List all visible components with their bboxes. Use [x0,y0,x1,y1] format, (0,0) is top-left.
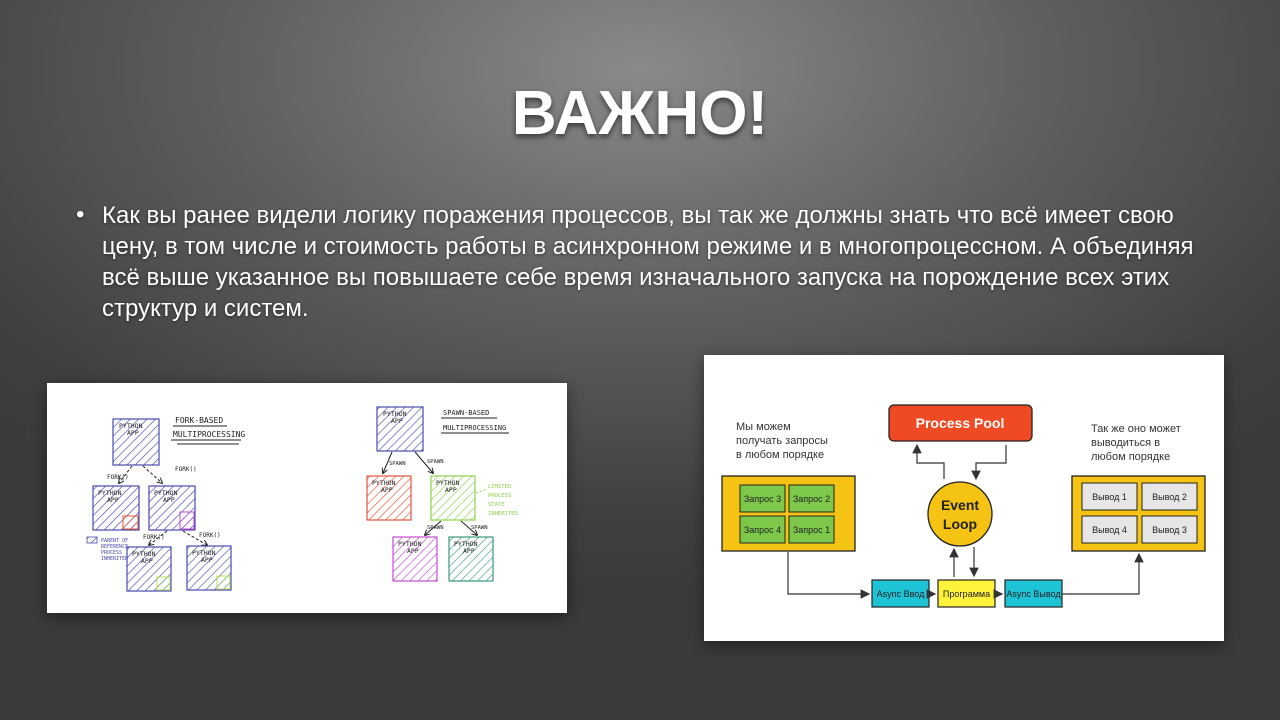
svg-text:PYTHON: PYTHON [454,540,478,548]
slide-title: ВАЖНО! [511,79,769,148]
spawn-label-3: SPAWN [427,525,444,531]
svg-text:Вывод 1: Вывод 1 [1092,492,1127,502]
request-item [789,485,834,512]
svg-text:PYTHON: PYTHON [372,479,396,487]
outputs-container [1072,476,1205,551]
svg-text:PYTHON: PYTHON [132,550,156,558]
bullet-item [76,200,1206,324]
fork-note-line2: REFERENCE [101,544,129,550]
svg-text:Вывод 3: Вывод 3 [1152,525,1187,535]
svg-text:Запрос 3: Запрос 3 [743,494,782,504]
spawn-grandchild-box-2 [449,537,493,581]
fork-label-3: FORK() [143,534,165,541]
output-item [1142,483,1197,510]
svg-text:APP: APP [445,486,457,494]
fork-label-4: FORK() [199,532,221,539]
request-item [740,516,785,543]
svg-text:Программа: Программа [942,589,991,599]
fork-grandchild-box-2 [187,546,231,590]
right-caption-line2: выводиться в [1091,437,1161,449]
event-loop-circle [928,482,992,546]
svg-text:APP: APP [127,429,139,437]
spawn-note-line4: INHERITED [488,511,518,517]
spawn-title-line2: MULTIPROCESSING [443,424,507,432]
svg-text:PYTHON: PYTHON [119,422,143,430]
svg-text:PYTHON: PYTHON [154,489,178,497]
svg-text:PYTHON: PYTHON [383,410,407,418]
request-item [740,485,785,512]
process-pool-box [889,405,1032,441]
svg-text:Запрос 1: Запрос 1 [792,525,831,535]
spawn-label-2: SPAWN [427,459,444,465]
svg-text:Запрос 2: Запрос 2 [792,494,831,504]
svg-text:APP: APP [463,547,475,555]
svg-text:Event: Event [940,497,980,513]
fork-note-line4: INHERITED [101,556,129,562]
svg-text:APP: APP [391,417,403,425]
fork-child-box-2 [149,486,195,530]
spawn-grandchild-box-1 [393,537,437,581]
left-caption-line1: Мы можем [736,421,791,433]
fork-parent-box [113,419,159,465]
request-item [789,516,834,543]
svg-text:APP: APP [201,556,213,564]
spawn-child-box-2 [431,476,475,520]
svg-text:Loop: Loop [942,516,978,532]
fork-grandchild-box-1 [127,547,171,591]
spawn-child-box-1 [367,476,411,520]
svg-text:APP: APP [407,547,419,555]
svg-text:Async Ввод: Async Ввод [876,589,925,599]
fork-note-line3: PROCESS [101,550,123,556]
svg-text:PYTHON: PYTHON [98,489,122,497]
svg-text:Запрос 4: Запрос 4 [743,525,782,535]
fork-title-line2: MULTIPROCESSING [173,430,246,439]
fork-label-2: FORK() [175,466,197,473]
output-item [1082,483,1137,510]
bullet-text: Как вы ранее видели логику поражения процессов, вы так же должны знать что всё имеет свою цену, в том числе и стоимость работы в асинхронном режиме и в многопроцессном. А объединяя всё выше указанное вы повышаете себе время изначального запуска на порождение всех этих структур и систем. [102,202,1194,322]
spawn-title-line1: SPAWN-BASED [443,409,490,417]
fork-note-line1: PARENT OF [101,538,129,544]
svg-text:PYTHON: PYTHON [398,540,422,548]
event-loop-diagram-image [704,355,1224,641]
event-loop-diagram-svg [704,355,1224,641]
multiprocessing-sketch-image [47,383,567,613]
svg-text:PYTHON: PYTHON [436,479,460,487]
left-caption-line2: получать запросы [736,435,828,447]
output-item [1082,516,1137,543]
svg-text:APP: APP [141,557,153,565]
svg-text:APP: APP [381,486,393,494]
spawn-note-line1: LIMITED [488,484,512,490]
spawn-label-1: SPAWN [389,461,406,467]
svg-text:PYTHON: PYTHON [192,549,216,557]
svg-text:Вывод 4: Вывод 4 [1092,525,1127,535]
output-item [1142,516,1197,543]
left-caption-line3: в любом порядке [736,449,825,461]
svg-text:APP: APP [163,496,175,504]
svg-text:APP: APP [107,496,119,504]
svg-text:Async Вывод: Async Вывод [1006,589,1061,599]
spawn-note-line2: PROCESS [488,493,512,499]
fork-label-1: FORK() [107,474,129,481]
multiprocessing-sketch-svg [47,383,567,613]
right-caption-line3: любом порядке [1091,451,1171,463]
requests-container [722,476,855,551]
fork-child-box-1 [93,486,139,530]
spawn-note-line3: STATE [488,502,505,508]
spawn-parent-box [377,407,423,451]
spawn-label-4: SPAWN [471,525,488,531]
fork-title-line1: FORK-BASED [175,416,224,425]
program-box [938,580,995,607]
svg-text:Process Pool: Process Pool [915,415,1005,431]
right-caption-line1: Так же оно может [1091,423,1181,435]
async-input-box [872,580,929,607]
bullet-dot-icon: • [76,201,85,228]
async-output-box [1005,580,1062,607]
svg-text:Вывод 2: Вывод 2 [1152,492,1187,502]
